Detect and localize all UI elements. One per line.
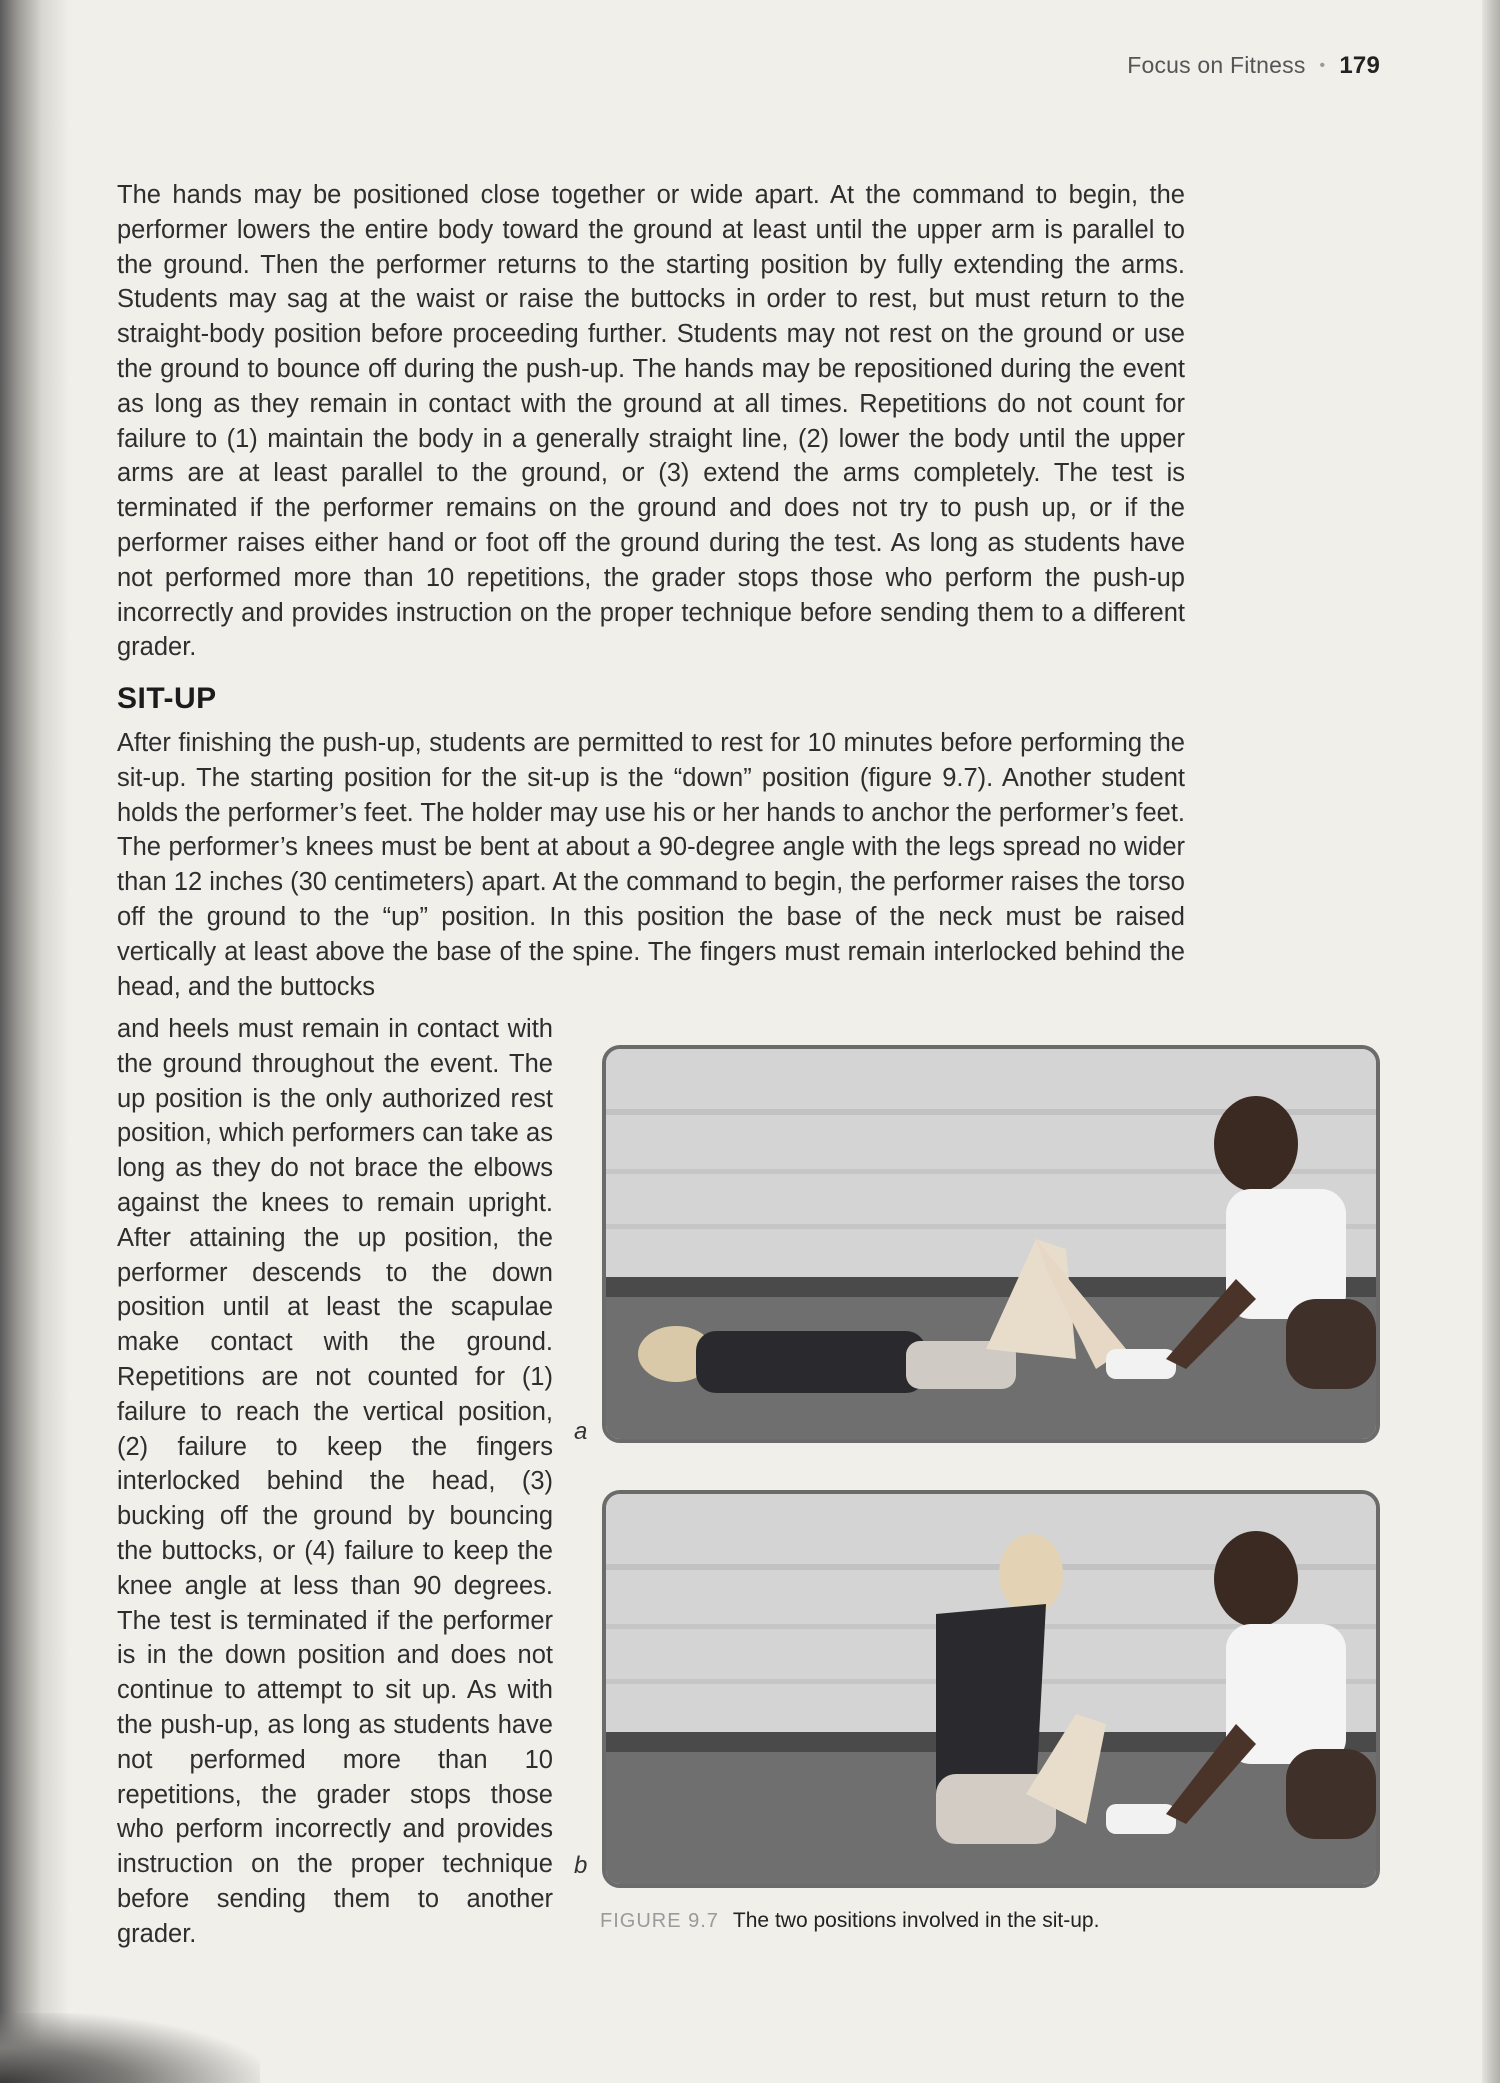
- photo-down-illustration: [606, 1049, 1376, 1439]
- figure-panel-b-label: b: [574, 1852, 588, 1879]
- figure-photo-up-position: [602, 1490, 1380, 1888]
- situp-column-paragraph: and heels must remain in contact with the ground throughout the event. The up position is the only authorized rest position, which performers can take as long as they do not brace the elbows against the knees to remain upright. After attaining the up position, the performer descends to the down position until at least the scapulae make contact with the ground. Repetitions are not counted for (1) failure to reach the vertical position, (2) failure to keep the fingers interlocked behind the head, (3) bucking off the ground by bouncing the buttocks, or (4) failure to keep the knee angle at less than 90 degrees. The test is terminated if the performer is in the down position and does not continue to attempt to sit up. As with the push-up, as long as students have not performed more than 10 repetitions, the grader stops those who perform incorrectly and provides instruction on the proper technique before sending them to another grader.: [117, 1015, 553, 1948]
- figure-caption-text: The two positions involved in the sit-up.: [732, 1909, 1100, 1932]
- section-heading-situp: SIT-UP: [117, 682, 217, 715]
- binding-shadow-bottom: [0, 2013, 260, 2083]
- figure-caption: [600, 1909, 1099, 1933]
- figure-photo-down-position: [602, 1045, 1380, 1443]
- situp-intro-paragraph: After finishing the push-up, students are permitted to rest for 10 minutes before performing the sit-up. The starting position for the sit-up is the “down” position (figure 9.7). Another student holds the performer’s feet. The holder may use his or her hands to anchor the performer’s feet. The performer’s knees must be bent at about a 90-degree angle with the legs spread no wider than 12 inches (30 centimeters) apart. At the command to begin, the performer raises the torso off the ground to the “up” position. In this position the base of the neck must be raised vertically at least above the base of the spine. The fingers must remain interlocked behind the head, and the buttocks: [117, 729, 1185, 1001]
- pushup-paragraph: The hands may be positioned close together or wide apart. At the command to begin, the performer lowers the entire body toward the ground at least until the upper arm is parallel to the ground. Then the performer returns to the starting position by fully extending the arms. Students may sag at the waist or raise the buttocks in order to rest, but must return to the straight-body position before proceeding further. Students may not rest on the ground or use the ground to bounce off during the push-up. The hands may be repositioned during the event as long as they remain in contact with the ground at all times. Repetitions do not count for failure to (1) maintain the body in a generally straight line, (2) lower the body until the upper arms are at least parallel to the ground, or (3) extend the arms completely. The test is terminated if the performer remains on the ground and does not try to push up, or if the performer raises either hand or foot off the ground during the test. As long as students have not performed more than 10 repetitions, the grader stops those who perform the push-up incorrectly and provides instruction on the proper technique before sending them to a different grader.: [117, 181, 1185, 662]
- page-number: 179: [1339, 52, 1380, 79]
- photo-up-illustration: [606, 1494, 1376, 1884]
- page-edge-right: [1482, 0, 1500, 2083]
- binding-shadow-left: [0, 0, 70, 2083]
- figure-panel-a-label: a: [574, 1418, 588, 1445]
- running-title: Focus on Fitness: [1127, 52, 1306, 78]
- running-header: [1127, 52, 1380, 80]
- figure-caption-label: FIGURE 9.7: [600, 1910, 719, 1932]
- header-separator: •: [1319, 57, 1326, 74]
